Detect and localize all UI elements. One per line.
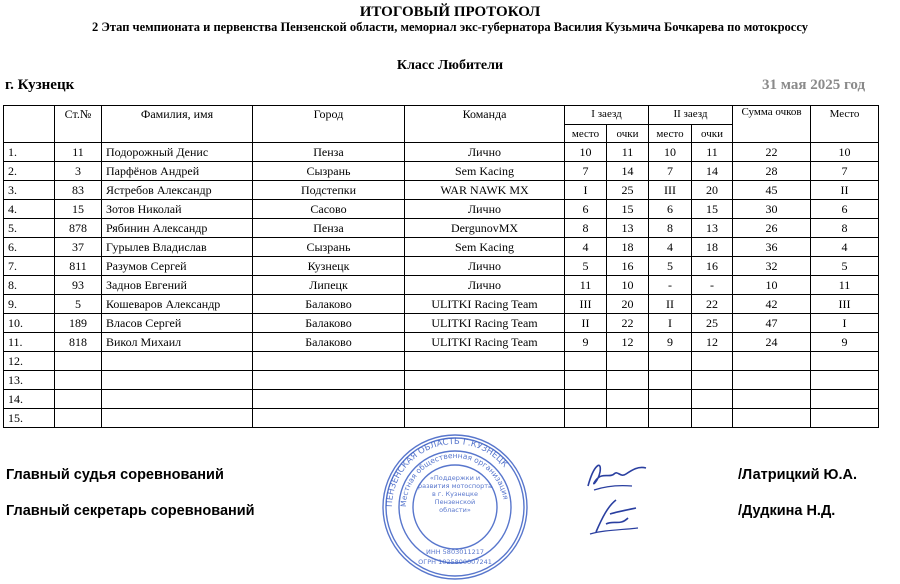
rider-city: Сасово: [253, 200, 405, 219]
secretary-signature: [586, 496, 646, 536]
final-place: [811, 409, 879, 428]
race1-points: 22: [607, 314, 649, 333]
col-sum: Сумма очков: [733, 106, 811, 143]
race1-place: 8: [565, 219, 607, 238]
rider-name: Рябинин Александр: [102, 219, 253, 238]
start-number: 189: [55, 314, 102, 333]
race2-points: 18: [692, 238, 733, 257]
points-sum: [733, 371, 811, 390]
start-number: 811: [55, 257, 102, 276]
race1-points: 15: [607, 200, 649, 219]
stamp-ring-text: Местная общественная организация: [398, 450, 511, 508]
race2-points: -: [692, 276, 733, 295]
race2-place: [649, 390, 692, 409]
rider-city: Подстепки: [253, 181, 405, 200]
final-place: II: [811, 181, 879, 200]
rider-team: Лично: [405, 276, 565, 295]
table-row: [4, 409, 879, 428]
col-name: Фамилия, имя: [102, 106, 253, 143]
points-sum: 10: [733, 276, 811, 295]
table-header-row: [4, 106, 879, 125]
organization-stamp: [380, 432, 530, 582]
race2-place: [649, 352, 692, 371]
row-index: 10.: [4, 314, 55, 333]
results-table: [3, 105, 879, 428]
race1-points: [607, 390, 649, 409]
points-sum: 28: [733, 162, 811, 181]
col-city: Город: [253, 106, 405, 143]
row-index: 13.: [4, 371, 55, 390]
race2-points: 20: [692, 181, 733, 200]
points-sum: 32: [733, 257, 811, 276]
row-index: 7.: [4, 257, 55, 276]
rider-team: Лично: [405, 143, 565, 162]
row-index: 15.: [4, 409, 55, 428]
chief-judge-label: Главный судья соревнований: [6, 467, 224, 483]
final-place: 11: [811, 276, 879, 295]
race2-place: -: [649, 276, 692, 295]
start-number: 15: [55, 200, 102, 219]
chief-judge-name: /Латрицкий Ю.А.: [738, 467, 858, 483]
points-sum: [733, 409, 811, 428]
row-index: 1.: [4, 143, 55, 162]
race1-place: 10: [565, 143, 607, 162]
rider-name: Викол Михаил: [102, 333, 253, 352]
race1-points: 20: [607, 295, 649, 314]
rider-team: Sem Kacing: [405, 162, 565, 181]
race1-points: [607, 409, 649, 428]
rider-city: Сызрань: [253, 162, 405, 181]
race1-place: 11: [565, 276, 607, 295]
race2-points: 15: [692, 200, 733, 219]
race1-place: II: [565, 314, 607, 333]
race2-points: 14: [692, 162, 733, 181]
row-index: 8.: [4, 276, 55, 295]
rider-team: ULITKI Racing Team: [405, 314, 565, 333]
table-row: [4, 314, 879, 333]
race2-points: 25: [692, 314, 733, 333]
table-row: [4, 219, 879, 238]
row-index: 3.: [4, 181, 55, 200]
race2-place: 5: [649, 257, 692, 276]
race2-place: II: [649, 295, 692, 314]
start-number: 11: [55, 143, 102, 162]
race1-points: [607, 352, 649, 371]
start-number: 5: [55, 295, 102, 314]
table-row: [4, 257, 879, 276]
points-sum: 26: [733, 219, 811, 238]
race2-points: [692, 371, 733, 390]
start-number: [55, 371, 102, 390]
final-place: III: [811, 295, 879, 314]
points-sum: 42: [733, 295, 811, 314]
rider-team: ULITKI Racing Team: [405, 333, 565, 352]
rider-city: Липецк: [253, 276, 405, 295]
race2-place: 4: [649, 238, 692, 257]
race2-place: III: [649, 181, 692, 200]
final-place: [811, 371, 879, 390]
rider-name: Власов Сергей: [102, 314, 253, 333]
stamp-ogrn: ОГРН 1025800007241: [418, 558, 492, 566]
row-index: 9.: [4, 295, 55, 314]
table-row: [4, 238, 879, 257]
event-date: 31 мая 2025 год: [762, 77, 866, 93]
rider-city: Пенза: [253, 219, 405, 238]
rider-team: DergunovMX: [405, 219, 565, 238]
race1-points: 25: [607, 181, 649, 200]
points-sum: 45: [733, 181, 811, 200]
col-race-1-place: место: [565, 125, 607, 143]
row-index: 2.: [4, 162, 55, 181]
final-place: [811, 352, 879, 371]
row-index: 11.: [4, 333, 55, 352]
table-row: [4, 371, 879, 390]
row-index: 4.: [4, 200, 55, 219]
rider-name: [102, 390, 253, 409]
points-sum: [733, 352, 811, 371]
race1-place: [565, 371, 607, 390]
row-index: 12.: [4, 352, 55, 371]
race1-place: [565, 409, 607, 428]
race2-points: 16: [692, 257, 733, 276]
race2-points: [692, 409, 733, 428]
start-number: 818: [55, 333, 102, 352]
col-race-2-points: очки: [692, 125, 733, 143]
final-place: 10: [811, 143, 879, 162]
rider-team: Лично: [405, 257, 565, 276]
rider-name: [102, 409, 253, 428]
row-index: 5.: [4, 219, 55, 238]
race1-points: 10: [607, 276, 649, 295]
race1-place: 5: [565, 257, 607, 276]
rider-city: Балаково: [253, 314, 405, 333]
start-number: 3: [55, 162, 102, 181]
rider-team: Лично: [405, 200, 565, 219]
race1-place: 7: [565, 162, 607, 181]
final-place: 9: [811, 333, 879, 352]
rider-city: Сызрань: [253, 238, 405, 257]
race2-points: 11: [692, 143, 733, 162]
final-place: 7: [811, 162, 879, 181]
rider-name: [102, 352, 253, 371]
race1-points: 18: [607, 238, 649, 257]
protocol-title: ИТОГОВЫЙ ПРОТОКОЛ: [359, 4, 541, 20]
race1-points: 14: [607, 162, 649, 181]
rider-name: [102, 371, 253, 390]
race2-points: 12: [692, 333, 733, 352]
rider-name: Зотов Николай: [102, 200, 253, 219]
class-name: Класс Любители: [396, 58, 504, 73]
row-index: 14.: [4, 390, 55, 409]
col-race-2-place: место: [649, 125, 692, 143]
race2-place: [649, 409, 692, 428]
race1-place: 9: [565, 333, 607, 352]
rider-city: [253, 390, 405, 409]
table-row: [4, 143, 879, 162]
start-number: [55, 390, 102, 409]
rider-team: ULITKI Racing Team: [405, 295, 565, 314]
col-place: Место: [811, 106, 879, 143]
col-start-number: Ст.№: [55, 106, 102, 143]
race2-place: 7: [649, 162, 692, 181]
col-team: Команда: [405, 106, 565, 143]
table-row: [4, 352, 879, 371]
stamp-center-text: «Поддержки и развития мотоспорта в г. Кузнецке Пензенской области»: [418, 474, 492, 514]
rider-city: Балаково: [253, 295, 405, 314]
chief-secretary-label: Главный секретарь соревнований: [6, 503, 255, 519]
start-number: [55, 409, 102, 428]
rider-team: [405, 409, 565, 428]
col-race-1-points: очки: [607, 125, 649, 143]
race1-place: I: [565, 181, 607, 200]
col-race-2: II заезд: [649, 106, 733, 125]
rider-name: Заднов Евгений: [102, 276, 253, 295]
rider-city: [253, 409, 405, 428]
race2-place: 8: [649, 219, 692, 238]
race1-points: [607, 371, 649, 390]
rider-name: Гурылев Владислав: [102, 238, 253, 257]
start-number: [55, 352, 102, 371]
race2-place: [649, 371, 692, 390]
judge-signature: [580, 456, 650, 496]
stamp-outer-text: ПЕНЗЕНСКАЯ ОБЛАСТЬ Г.КУЗНЕЦК: [384, 436, 510, 508]
race2-points: [692, 352, 733, 371]
race2-place: 10: [649, 143, 692, 162]
race2-place: I: [649, 314, 692, 333]
start-number: 37: [55, 238, 102, 257]
final-place: 6: [811, 200, 879, 219]
points-sum: 47: [733, 314, 811, 333]
table-row: [4, 162, 879, 181]
final-place: I: [811, 314, 879, 333]
final-place: 8: [811, 219, 879, 238]
rider-team: Sem Kacing: [405, 238, 565, 257]
table-row: [4, 276, 879, 295]
points-sum: 24: [733, 333, 811, 352]
race1-points: 11: [607, 143, 649, 162]
final-place: 4: [811, 238, 879, 257]
points-sum: [733, 390, 811, 409]
rider-city: Балаково: [253, 333, 405, 352]
stamp-inn: ИНН 5803011217: [425, 548, 485, 556]
table-row: [4, 333, 879, 352]
rider-team: [405, 371, 565, 390]
row-index: 6.: [4, 238, 55, 257]
table-row: [4, 200, 879, 219]
rider-team: [405, 352, 565, 371]
start-number: 878: [55, 219, 102, 238]
race2-points: 13: [692, 219, 733, 238]
race1-place: [565, 352, 607, 371]
rider-name: Разумов Сергей: [102, 257, 253, 276]
race2-place: 6: [649, 200, 692, 219]
rider-team: [405, 390, 565, 409]
race1-place: [565, 390, 607, 409]
event-city: г. Кузнецк: [5, 77, 75, 93]
col-index: [4, 106, 55, 143]
rider-name: Ястребов Александр: [102, 181, 253, 200]
final-place: 5: [811, 257, 879, 276]
table-row: [4, 295, 879, 314]
start-number: 83: [55, 181, 102, 200]
rider-city: [253, 352, 405, 371]
race1-place: 4: [565, 238, 607, 257]
table-row: [4, 181, 879, 200]
race1-points: 13: [607, 219, 649, 238]
chief-secretary-name: /Дудкина Н.Д.: [738, 503, 836, 519]
race2-points: [692, 390, 733, 409]
rider-name: Подорожный Денис: [102, 143, 253, 162]
rider-city: Пенза: [253, 143, 405, 162]
rider-name: Кошеваров Александр: [102, 295, 253, 314]
race1-points: 16: [607, 257, 649, 276]
race1-points: 12: [607, 333, 649, 352]
points-sum: 22: [733, 143, 811, 162]
rider-city: Кузнецк: [253, 257, 405, 276]
event-subtitle: 2 Этап чемпионата и первенства Пензенской области, мемориал экс-губернатора Василия Кузьмича Бочкарева по мотокроссу: [92, 20, 808, 34]
col-race-1: I заезд: [565, 106, 649, 125]
table-row: [4, 390, 879, 409]
rider-name: Парфёнов Андрей: [102, 162, 253, 181]
rider-city: [253, 371, 405, 390]
start-number: 93: [55, 276, 102, 295]
race1-place: III: [565, 295, 607, 314]
race2-points: 22: [692, 295, 733, 314]
race2-place: 9: [649, 333, 692, 352]
points-sum: 30: [733, 200, 811, 219]
race1-place: 6: [565, 200, 607, 219]
final-place: [811, 390, 879, 409]
rider-team: WAR NAWK MX: [405, 181, 565, 200]
points-sum: 36: [733, 238, 811, 257]
